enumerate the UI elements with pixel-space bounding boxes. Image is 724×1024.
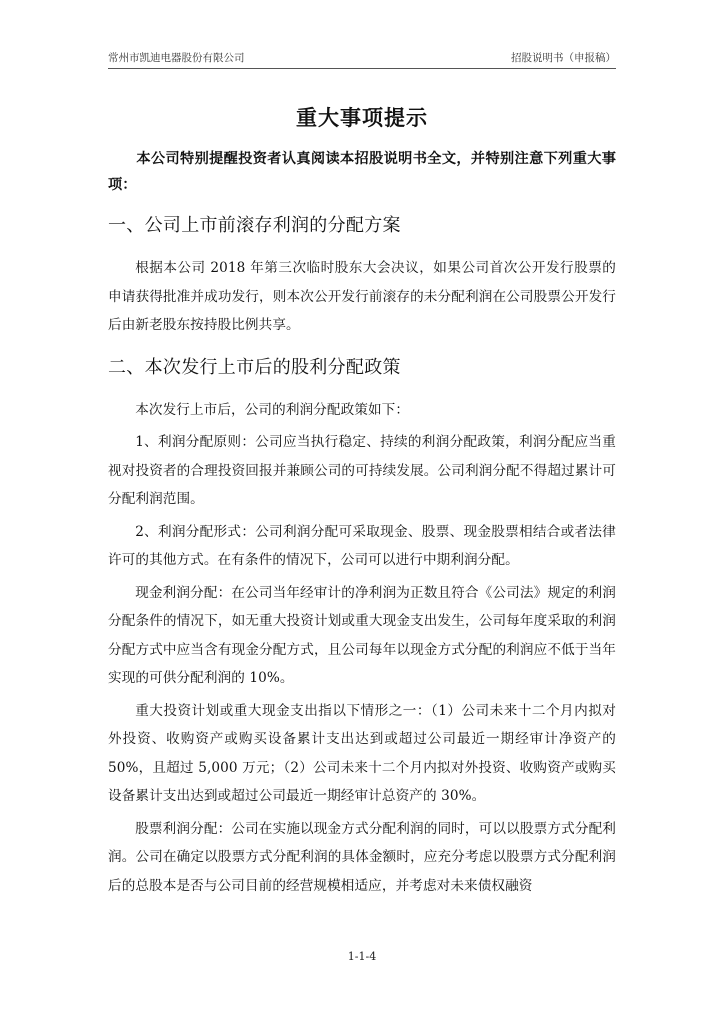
- page-header: [108, 50, 616, 66]
- paragraph-1-1: 根据本公司 2018 年第三次临时股东大会决议，如果公司首次公开发行股票的申请获得批准并成功发行，则本次公开发行前滚存的未分配利润在公司股票公开发行后由新老股东按持股比例共享。: [108, 260, 616, 333]
- header-document-type: 招股说明书（申报稿）: [511, 52, 616, 64]
- header-divider: [108, 68, 616, 69]
- paragraph-2-1: 本次发行上市后，公司的利润分配政策如下：: [135, 401, 410, 418]
- paragraph-2-4: 现金利润分配：在公司当年经审计的净利润为正数且符合《公司法》规定的利润分配条件的情况下，如无重大投资计划或重大现金支出发生，公司每年度采取的利润分配方式中应当含有现金分配方式，且公司每年以现金方式分配的利润应不低于当年实现的可供分配利润的 10%。: [108, 584, 616, 686]
- paragraph-2-2: 1、利润分配原则：公司应当执行稳定、持续的利润分配政策，利润分配应当重视对投资者的合理投资回报并兼顾公司的可持续发展。公司利润分配不得超过累计可分配利润范围。: [108, 434, 616, 507]
- paragraph-2-6: 股票利润分配：公司在实施以现金方式分配利润的同时，可以以股票方式分配利润。公司在确定以股票方式分配利润的具体金额时，应充分考虑以股票方式分配利润后的总股本是否与公司目前的经营规模相适应，并考虑对未来债权融资: [108, 820, 616, 894]
- paragraph-2-3: 2、利润分配形式：公司利润分配可采取现金、股票、现金股票相结合或者法律许可的其他方式。在有条件的情况下，公司可以进行中期利润分配。: [108, 523, 616, 568]
- document-body: [108, 146, 616, 904]
- intro-notice: 本公司特别提醒投资者认真阅读本招股说明书全文，并特别注意下列重大事项：: [108, 151, 616, 193]
- section-heading-2: 二、本次发行上市后的股利分配政策: [108, 356, 401, 378]
- section-heading-1: 一、公司上市前滚存利润的分配方案: [108, 215, 401, 236]
- header-company-name: 常州市凯迪电器股份有限公司: [108, 52, 245, 64]
- page-number: 1-1-4: [347, 950, 377, 963]
- paragraph-2-5: 重大投资计划或重大现金支出指以下情形之一：（1）公司未来十二个月内拟对外投资、收购资产或购买设备累计支出达到或超过公司最近一期经审计净资产的 50%，且超过 5,000 万元；（2）公司未来十二个月内拟对外投资、收购资产或购买设备累计支出达到或超过公司最近一期经审计总资产的 30%。: [108, 702, 616, 804]
- page-title: 重大事项提示: [296, 106, 428, 130]
